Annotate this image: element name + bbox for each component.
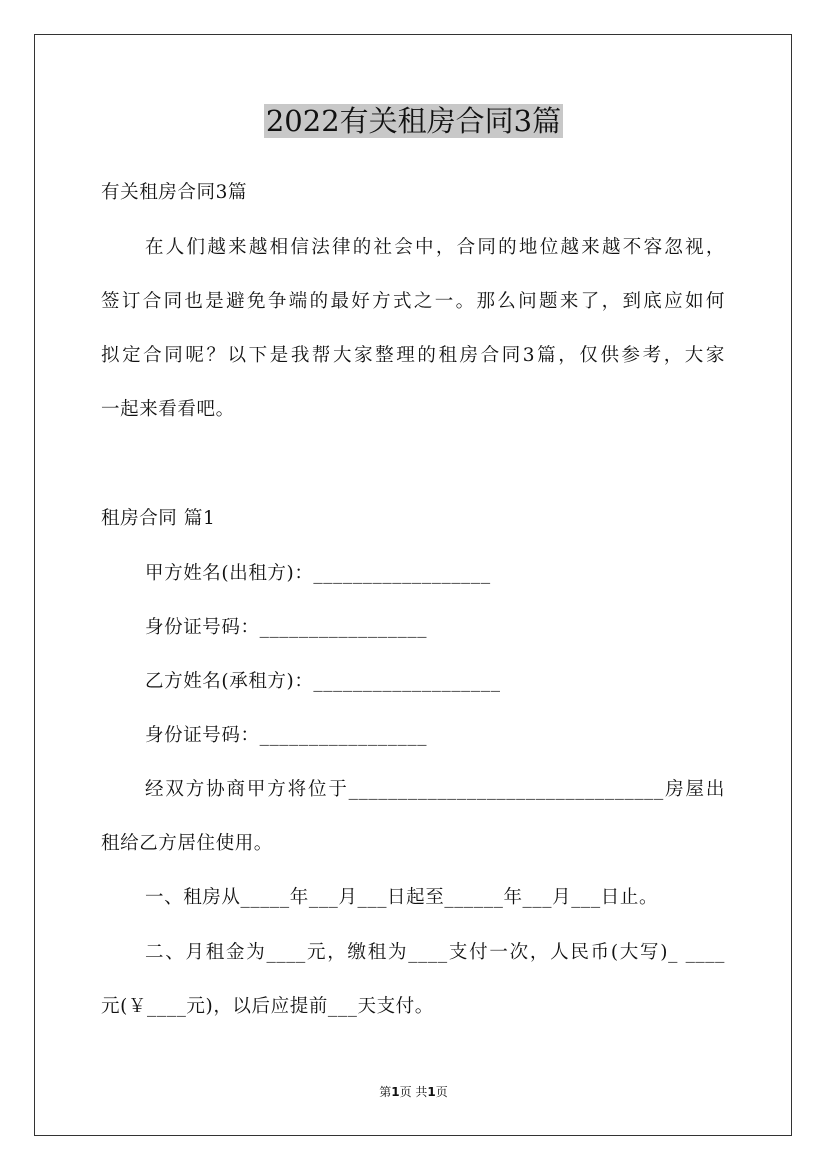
- intro-line-1: 在人们越来越相信法律的社会中，合同的地位越来越不容忽视，: [145, 237, 725, 258]
- lessor-id-field: 身份证号码：_________________: [145, 617, 428, 638]
- intro-line-4: 一起来看看吧。: [101, 399, 235, 420]
- document-subtitle: 有关租房合同3篇: [101, 182, 248, 203]
- clause-rent-line-1: 二、月租金为____元，缴租为____支付一次，人民币(大写)_ ____: [145, 942, 725, 963]
- section-heading: 租房合同 篇1: [101, 508, 216, 529]
- lessee-name-field: 乙方姓名(承租方)：___________________: [145, 671, 501, 692]
- footer-page-number: 1: [391, 1085, 400, 1099]
- footer-page-prefix: 第: [379, 1085, 392, 1099]
- intro-line-2: 签订合同也是避免争端的最好方式之一。那么问题来了，到底应如何: [101, 291, 725, 312]
- clause-rent-line-2: 元(￥____元)，以后应提前___天支付。: [101, 996, 434, 1017]
- footer-total-pages: 1: [427, 1085, 436, 1099]
- page-footer: [0, 1084, 827, 1100]
- lessor-name-field: 甲方姓名(出租方)：__________________: [145, 563, 491, 584]
- clause-location-line-2: 租给乙方居住使用。: [101, 833, 273, 854]
- footer-page-mid: 页 共: [399, 1085, 428, 1099]
- document-title: [0, 100, 827, 142]
- clause-term: 一、租房从_____年___月___日起至______年___月___日止。: [145, 887, 659, 908]
- title-highlight: 2022有关租房合同3篇: [265, 104, 562, 138]
- lessee-id-field: 身份证号码：_________________: [145, 725, 428, 746]
- intro-line-3: 拟定合同呢？以下是我帮大家整理的租房合同3篇，仅供参考，大家: [101, 345, 725, 366]
- footer-page-suffix: 页: [435, 1085, 448, 1099]
- clause-location-line-1: 经双方协商甲方将位于________________________________房屋出: [145, 779, 725, 800]
